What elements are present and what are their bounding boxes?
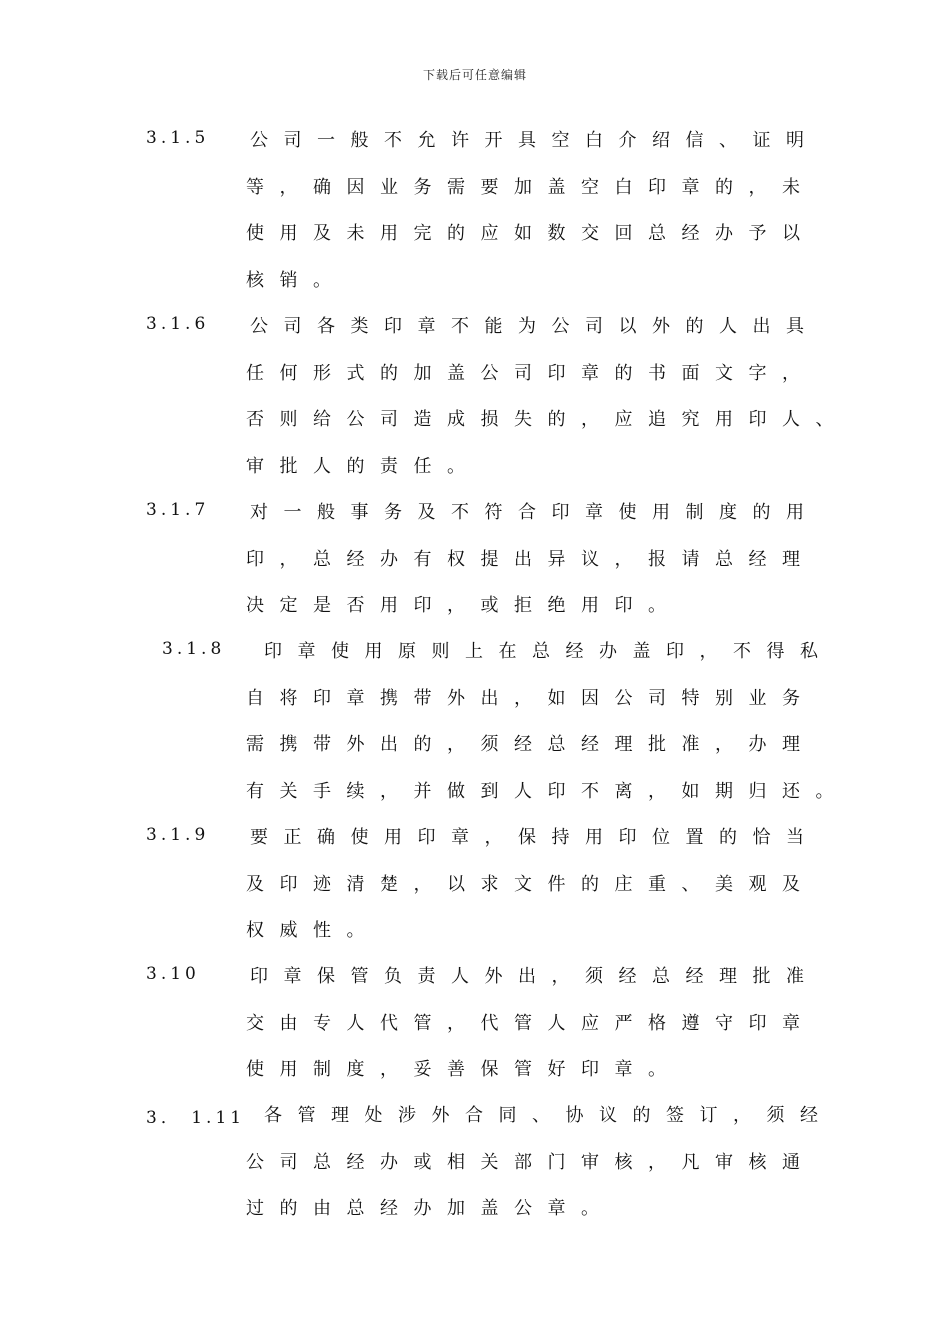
clause-line: 公司一般不允许开具空白介绍信、证明 [250, 130, 820, 151]
clause-line: 需携带外出的，须经总经理批准，办理 [246, 734, 816, 755]
clause-number: 3.1.6 [146, 314, 210, 334]
clause-number: 3.1.9 [146, 825, 210, 845]
clause-line: 使用制度，妥善保管好印章。 [246, 1059, 682, 1080]
clause-line: 自将印章携带外出，如因公司特别业务 [246, 688, 816, 709]
clause-line: 各管理处涉外合同、协议的签订，须经 [264, 1105, 834, 1126]
clause-line: 权威性。 [246, 920, 380, 941]
clause-line: 对一般事务及不符合印章使用制度的用 [250, 502, 820, 523]
clause-number: 3.1.5 [146, 128, 210, 148]
clause-number: 3.1.7 [146, 500, 210, 520]
clause-number: 3.10 [146, 964, 200, 984]
clause-number: 3.1.8 [162, 639, 226, 659]
clause-line: 印，总经办有权提出异议，报请总经理 [246, 549, 816, 570]
clause-number: 3． 1.11 [146, 1108, 246, 1128]
page-header: 下载后可任意编辑 [422, 68, 527, 82]
clause-line: 公司总经办或相关部门审核，凡审核通 [246, 1152, 816, 1173]
clause-line: 及印迹清楚，以求文件的庄重、美观及 [246, 874, 816, 895]
clause-line: 过的由总经办加盖公章。 [246, 1198, 615, 1219]
clause-line: 任何形式的加盖公司印章的书面文字， [246, 363, 816, 384]
clause-line: 印章保管负责人外出，须经总经理批准 [250, 966, 820, 987]
clause-line: 有关手续，并做到人印不离，如期归还。 [246, 781, 849, 802]
clause-line: 决定是否用印，或拒绝用印。 [246, 595, 682, 616]
clause-line: 公司各类印章不能为公司以外的人出具 [250, 316, 820, 337]
clause-line: 核销。 [246, 270, 347, 291]
clause-line: 审批人的责任。 [246, 456, 481, 477]
clause-line: 否则给公司造成损失的，应追究用印人、 [246, 409, 849, 430]
clause-line: 使用及未用完的应如数交回总经办予以 [246, 223, 816, 244]
clause-line: 要正确使用印章，保持用印位置的恰当 [250, 827, 820, 848]
clause-line: 交由专人代管，代管人应严格遵守印章 [246, 1013, 816, 1034]
clause-line: 等，确因业务需要加盖空白印章的，未 [246, 177, 816, 198]
clause-line: 印章使用原则上在总经办盖印，不得私 [264, 641, 834, 662]
